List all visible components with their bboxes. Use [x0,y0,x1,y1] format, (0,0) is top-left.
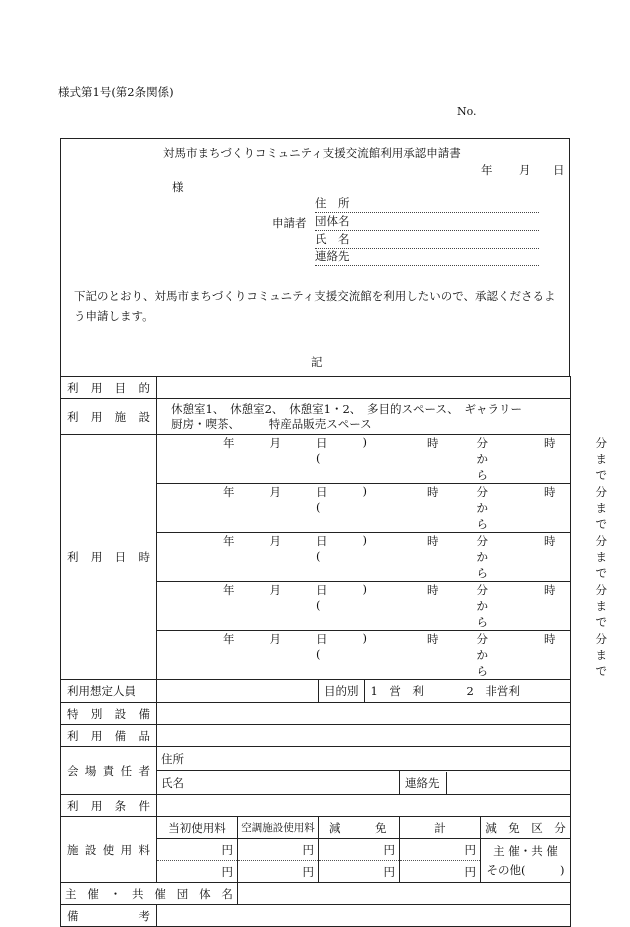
equipment-label: 利 用 備 品 [61,725,157,747]
datetime-until-label: 分まで [595,583,607,629]
fee-total-amount-1[interactable]: 円 [400,839,481,861]
datetime-year-label: 年 [223,583,235,597]
organizers-label: 主 催 ・ 共 催 団 体 名 [61,883,238,905]
other-option: その他( ) [486,862,565,877]
datetime-hour-label: 時 [427,583,439,597]
datetime-until-label: 分まで [595,436,607,482]
datetime-close-label: ) [362,484,367,498]
datetime-hour2-label: 時 [544,485,556,499]
datetime-row-labels [161,435,607,483]
datetime-row-labels [161,533,607,581]
fee-total-header: 計 [400,817,481,839]
expected-people-label: 利用想定人員 [61,680,157,703]
datetime-month-label: 月 [269,534,281,548]
host-cohost-option: 主 催・共 催 [493,844,558,859]
facility-label: 利 用 施 設 [61,399,157,435]
datetime-close-label: ) [362,533,367,547]
applicant-address-label: 住 所 [315,196,350,210]
manager-contact-label: 連絡先 [400,772,447,794]
datetime-day-label: 日( [316,632,328,661]
organizers-field[interactable] [238,883,571,905]
date-month-label: 月 [519,163,531,177]
applicant-group-field[interactable] [315,216,539,231]
remarks-label: 備 考 [61,905,157,927]
datetime-hour2-label: 時 [544,632,556,646]
fee-reduction-header: 減 免 [319,817,400,839]
facility-options-line-1: 休憩室1、 休憩室2、 休憩室1・2、 多目的スペース、 ギャラリー [171,402,523,417]
datetime-year-label: 年 [223,534,235,548]
datetime-from-label: 分から [476,632,488,678]
reduction-class-options[interactable] [481,839,571,883]
manager-name-field[interactable] [157,771,400,795]
applicant-contact-field[interactable] [315,251,539,266]
datetime-row-labels [161,484,607,532]
manager-contact-cell[interactable] [400,771,571,795]
nonprofit-option[interactable]: 2 非営利 [466,684,520,698]
applicant-label: 申請者 [272,216,307,230]
fee-initial-amount-2[interactable]: 円 [157,861,238,883]
datetime-hour-label: 時 [427,534,439,548]
datetime-year-label: 年 [223,485,235,499]
datetime-until-label: 分まで [595,632,607,678]
application-table [60,376,607,927]
applicant-group-label: 団体名 [315,214,350,228]
form-number-label: 様式第1号(第2条関係) [58,85,174,99]
datetime-month-label: 月 [269,485,281,499]
datetime-year-label: 年 [223,436,235,450]
datetime-row-1[interactable] [157,435,607,484]
date-year-label: 年 [481,163,493,177]
datetime-hour-label: 時 [427,485,439,499]
datetime-day-label: 日( [316,583,328,612]
datetime-close-label: ) [362,631,367,645]
conditions-field[interactable] [157,795,571,817]
fee-initial-header: 当初使用料 [157,817,238,839]
purpose-type-cell [319,680,571,703]
special-equipment-label: 特 別 設 備 [61,703,157,725]
datetime-month-label: 月 [269,583,281,597]
datetime-hour2-label: 時 [544,436,556,450]
datetime-until-label: 分まで [595,485,607,531]
datetime-day-label: 日( [316,485,328,514]
fee-initial-amount-1[interactable]: 円 [157,839,238,861]
datetime-hour2-label: 時 [544,534,556,548]
datetime-from-label: 分から [476,485,488,531]
date-day-label: 日 [553,163,565,177]
applicant-name-field[interactable] [315,234,539,249]
recipient-honorific: 様 [172,180,184,194]
datetime-until-label: 分まで [595,534,607,580]
datetime-day-label: 日( [316,436,328,465]
datetime-label: 利 用 日 時 [61,435,157,680]
profit-option[interactable]: 1 営 利 [370,684,424,698]
special-equipment-field[interactable] [157,703,571,725]
document-number-label: No. [457,105,477,118]
page-title: 対馬市まちづくりコミュニティ支援交流館利用承認申請書 [163,146,461,160]
fee-reduction-amount-2[interactable]: 円 [319,861,400,883]
fee-label: 施 設 使 用 料 [61,817,157,883]
application-statement: 下記のとおり、対馬市まちづくりコミュニティ支援交流館を利用したいので、承認くださるよう申請します。 [74,289,556,323]
datetime-year-label: 年 [223,632,235,646]
datetime-row-4[interactable] [157,582,607,631]
ki-heading: 記 [311,355,323,369]
purpose-field[interactable] [157,377,571,399]
datetime-close-label: ) [362,582,367,596]
datetime-month-label: 月 [269,632,281,646]
datetime-from-label: 分から [476,436,488,482]
equipment-field[interactable] [157,725,571,747]
manager-name-label: 氏名 [161,775,184,790]
datetime-from-label: 分から [476,583,488,629]
manager-address-field[interactable] [157,747,571,771]
datetime-hour-label: 時 [427,436,439,450]
manager-address-label: 住所 [161,751,184,766]
applicant-name-label: 氏 名 [315,232,350,246]
fee-aircon-header: 空調施設使用料 [238,817,319,839]
fee-total-amount-2[interactable]: 円 [400,861,481,883]
datetime-row-labels [161,582,607,630]
datetime-day-label: 日( [316,534,328,563]
reduction-class-header: 減 免 区 分 [481,817,571,839]
facility-options-line-2: 厨房・喫茶、 特産品販売スペース [171,416,372,431]
datetime-month-label: 月 [269,436,281,450]
purpose-type-label: 目的別 [319,680,365,702]
datetime-close-label: ) [362,435,367,449]
purpose-label: 利 用 目 的 [61,377,157,399]
datetime-row-2[interactable] [157,484,607,533]
fee-aircon-amount-2[interactable]: 円 [238,861,319,883]
manager-label: 会 場 責 任 者 [61,747,157,795]
conditions-label: 利 用 条 件 [61,795,157,817]
applicant-address-field[interactable] [315,198,539,213]
datetime-row-3[interactable] [157,533,607,582]
facility-options[interactable] [157,399,571,435]
fee-aircon-amount-1[interactable]: 円 [238,839,319,861]
expected-people-field[interactable] [157,680,319,703]
applicant-contact-label: 連絡先 [315,249,350,263]
datetime-row-labels [161,631,607,679]
fee-reduction-amount-1[interactable]: 円 [319,839,400,861]
datetime-hour-label: 時 [427,632,439,646]
datetime-from-label: 分から [476,534,488,580]
datetime-hour2-label: 時 [544,583,556,597]
datetime-row-5[interactable] [157,631,607,680]
remarks-field[interactable] [157,905,571,927]
